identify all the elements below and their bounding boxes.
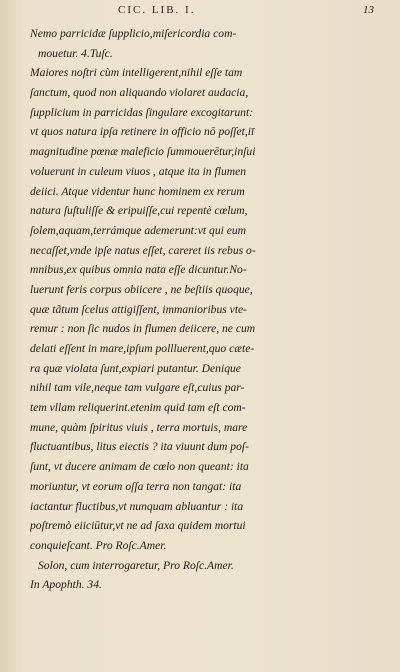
text-line: mouetur. 4.Tuſc. (38, 46, 113, 60)
text-line: ra quæ violata ſunt,expiari putantur. Denique (30, 361, 241, 375)
text-line: poſtremò eiiciūtur,vt ne ad ſaxa quidem mortui (30, 519, 246, 533)
text-line: moriuntur, vt eorum oſſa terra non tangat: ita (30, 479, 242, 493)
text-line: remur : non ſic nudos in flumen deiicere, ne cum (30, 322, 256, 336)
text-line: mnibus,ex quibus omnia nata eſſe dicuntur.No- (30, 263, 247, 277)
text-line: ſunt, vt ducere animam de cœlo non queant: ita (30, 460, 249, 474)
text-line: luerunt feris corpus obiicere , ne beſtiis quoque, (30, 282, 253, 296)
text-line: Maiores noſtri cùm intelligerent,nihil eſſe tam (30, 66, 243, 80)
running-title: CIC. LIB. I. (118, 4, 196, 16)
text-line: magnitudine pœnæ maleficio ſummouerētur,inſui (30, 145, 256, 159)
text-line: fluctuantibus, litus eiectis ? ita viuunt dum poſ- (30, 440, 249, 454)
text-line: tem vllam reliquerint.etenim quid tam eſt com- (30, 401, 246, 415)
body-text (30, 24, 368, 595)
text-line: In Apophth. 34. (30, 578, 102, 592)
text-line: conquieſcant. Pro Roſc.Amer. (30, 538, 167, 552)
text-line: ſupplicium in parricidas ſingulare excogitarunt: (30, 105, 254, 119)
text-line: voluerunt in culeum viuos , atque ita in flumen (30, 164, 247, 178)
text-line: iactantur fluctibus,vt nunquam abluantur : ita (30, 499, 244, 513)
running-head (0, 4, 400, 20)
text-line: deiici. Atque videntur hunc hominem ex rerum (30, 184, 245, 198)
text-line: natura ſuſtuliſſe & eripuiſſe,cui repentè cœlum, (30, 204, 248, 218)
text-line: necaſſet,vnde ipſe natus eſſet, careret iis rebus o- (30, 243, 256, 257)
text-line: nihil tam vile,neque tam vulgare eſt,cuius par- (30, 381, 245, 395)
text-line: Nemo parricidæ ſupplicio,miſericordia com- (30, 27, 237, 40)
text-line: mune, quàm ſpiritus viuis , terra mortuis, mare (30, 420, 248, 434)
text-line: delati eſſent in mare,ipſum pollluerent,quo cæte- (30, 342, 255, 355)
text-line: ſolem,aquam,terrámque ademerunt:vt qui eum (30, 223, 247, 237)
page-number: 13 (363, 4, 374, 16)
text-line: quæ tãtum ſcelus attigiſſent, immanioribus vte- (30, 302, 248, 316)
text-line: ſanctum, quod non aliquando violaret audacia, (30, 86, 249, 100)
text-line: vt quos natura ipſa retinere in officio nō poſſet,iī (30, 125, 255, 139)
text-line: Solon, cum interrogaretur, Pro Roſc.Amer. (38, 558, 234, 572)
